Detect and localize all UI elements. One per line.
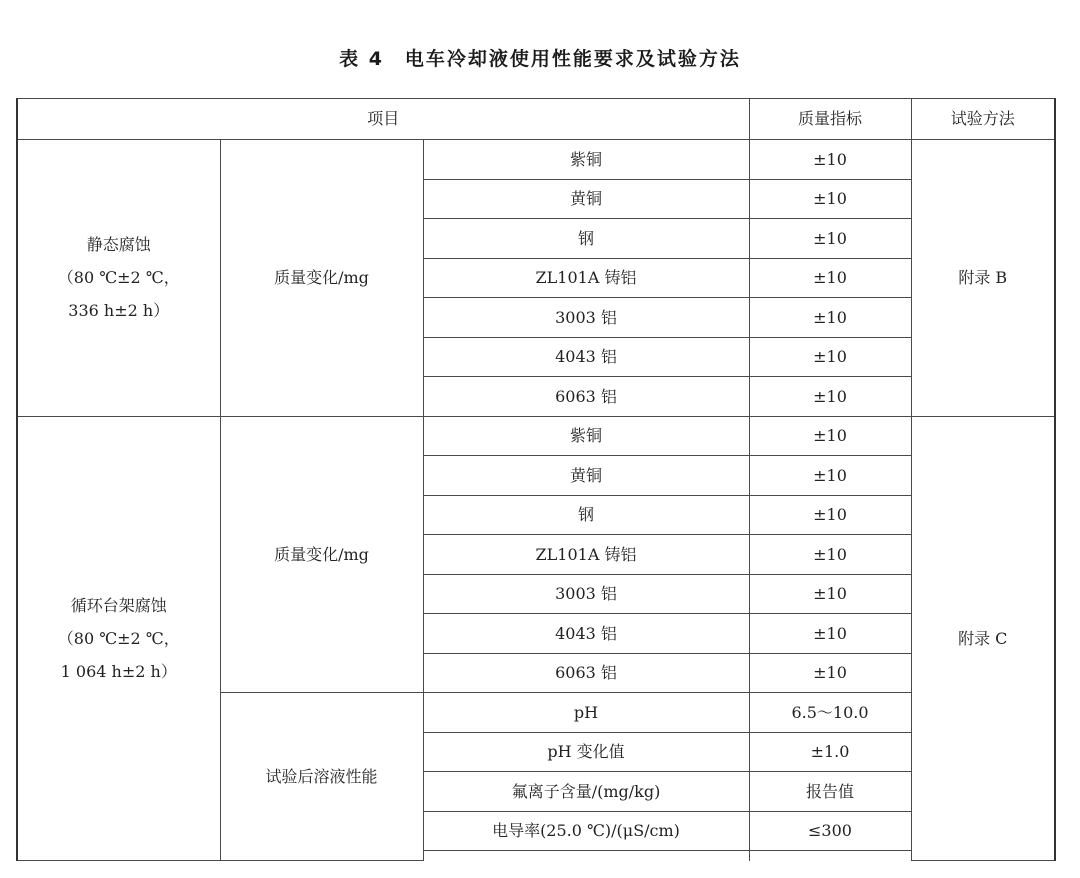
metal-cell: 钢	[423, 495, 749, 535]
cycle-corrosion-title: 循环台架腐蚀	[70, 595, 167, 615]
property-cell: 电导率(25.0 ℃)/(μS/cm)	[423, 811, 749, 851]
solution-properties-label: 试验后溶液性能	[220, 693, 423, 861]
static-corrosion-label	[17, 140, 220, 417]
property-cell: pH	[423, 693, 749, 733]
property-cell: 氟离子含量/(mg/kg)	[423, 772, 749, 812]
metal-cell: 6063 铝	[423, 377, 749, 417]
metal-cell: 3003 铝	[423, 574, 749, 614]
cycle-corrosion-condition-temp: （80 ℃±2 ℃，	[57, 628, 180, 648]
cut-off-cell	[423, 851, 749, 861]
table-row	[17, 416, 1055, 456]
metal-cell: ZL101A 铸铝	[423, 258, 749, 298]
cycle-mass-change-label: 质量变化/mg	[220, 416, 423, 693]
value-cell: ±10	[749, 495, 911, 535]
header-item: 项目	[17, 99, 749, 140]
value-cell: ±10	[749, 337, 911, 377]
header-quality-index: 质量指标	[749, 99, 911, 140]
metal-cell: 3003 铝	[423, 298, 749, 338]
static-test-method: 附录 B	[911, 140, 1055, 417]
metal-cell: 4043 铝	[423, 614, 749, 654]
value-cell: ±1.0	[749, 732, 911, 772]
metal-cell: 紫铜	[423, 416, 749, 456]
cut-off-cell	[749, 851, 911, 861]
table-row	[17, 140, 1055, 180]
metal-cell: 6063 铝	[423, 653, 749, 693]
value-cell: ±10	[749, 416, 911, 456]
value-cell: ±10	[749, 614, 911, 654]
value-cell: 6.5～10.0	[749, 693, 911, 733]
table-title: 表 4 电车冷却液使用性能要求及试验方法	[339, 48, 741, 70]
metal-cell: 紫铜	[423, 140, 749, 180]
value-cell: 报告值	[749, 772, 911, 812]
value-cell: ±10	[749, 140, 911, 180]
cycle-corrosion-condition-time: 1 064 h±2 h）	[60, 661, 177, 681]
property-cell: pH 变化值	[423, 732, 749, 772]
value-cell: ±10	[749, 179, 911, 219]
header-test-method: 试验方法	[911, 99, 1055, 140]
value-cell: ±10	[749, 653, 911, 693]
table-header-row	[17, 99, 1055, 140]
metal-cell: 黄铜	[423, 456, 749, 496]
value-cell: ±10	[749, 298, 911, 338]
performance-requirements-table	[16, 98, 1056, 861]
static-corrosion-title: 静态腐蚀	[86, 235, 151, 255]
metal-cell: 4043 铝	[423, 337, 749, 377]
value-cell: ±10	[749, 258, 911, 298]
cycle-test-method: 附录 C	[911, 416, 1055, 861]
value-cell: ±10	[749, 377, 911, 417]
value-cell: ±10	[749, 535, 911, 575]
metal-cell: ZL101A 铸铝	[423, 535, 749, 575]
metal-cell: 黄铜	[423, 179, 749, 219]
static-mass-change-label: 质量变化/mg	[220, 140, 423, 417]
cycle-corrosion-label	[17, 416, 220, 861]
static-corrosion-condition-temp: （80 ℃±2 ℃，	[57, 268, 180, 288]
static-corrosion-condition-time: 336 h±2 h）	[68, 301, 170, 321]
value-cell: ≤300	[749, 811, 911, 851]
value-cell: ±10	[749, 219, 911, 259]
value-cell: ±10	[749, 574, 911, 614]
value-cell: ±10	[749, 456, 911, 496]
metal-cell: 钢	[423, 219, 749, 259]
